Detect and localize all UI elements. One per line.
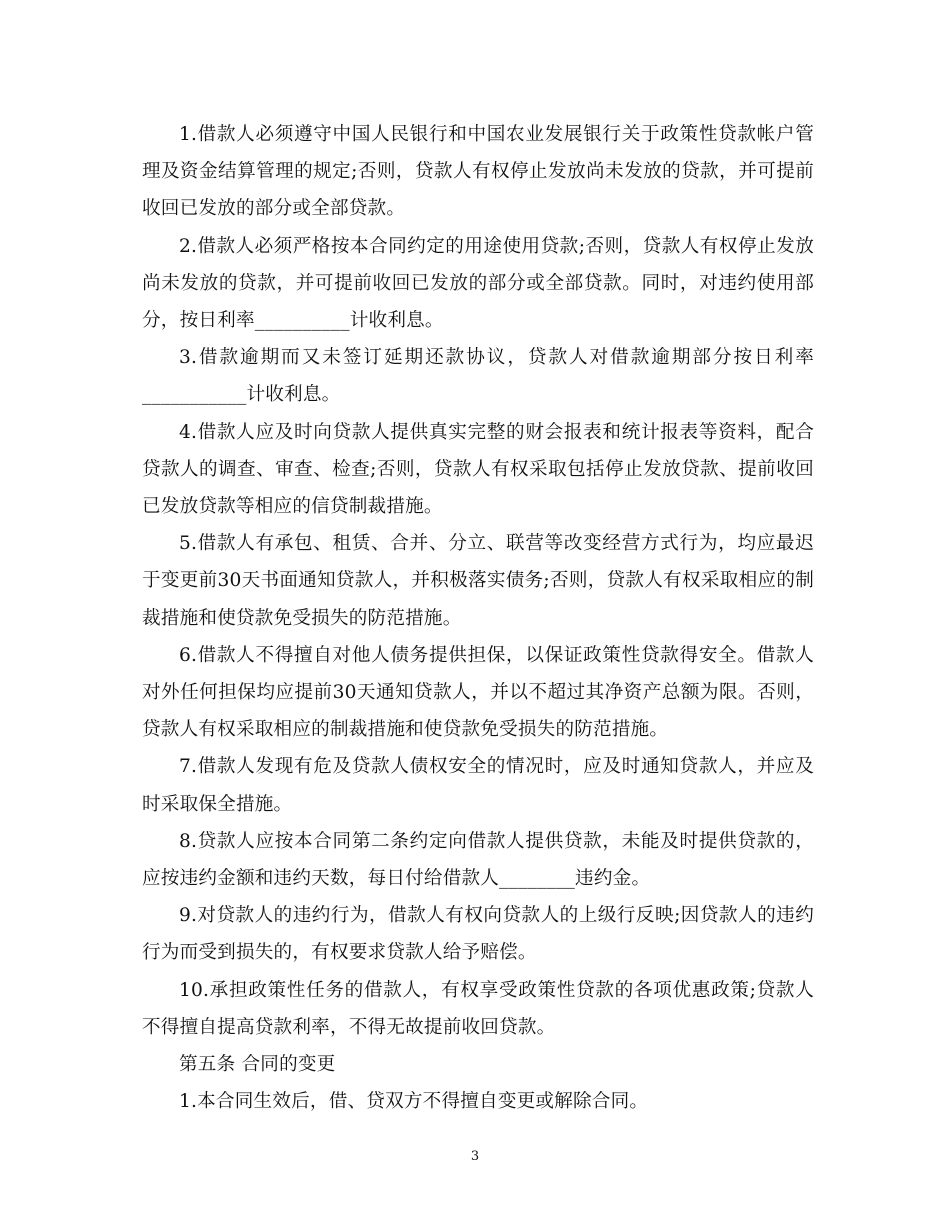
clause-8-paragraph: 8.贷款人应按本合同第二条约定向借款人提供贷款，未能及时提供贷款的，应按违约金额和违约天数，每日付给借款人________违约金。 bbox=[142, 830, 814, 890]
clause-3-paragraph: 3.借款逾期而又未签订延期还款协议，贷款人对借款逾期部分按日利率___________计收利息。 bbox=[142, 347, 814, 406]
clause-7-paragraph: 7.借款人发现有危及贷款人债权安全的情况时，应及时通知贷款人，并应及时采取保全措施。 bbox=[142, 756, 814, 815]
clause-1-paragraph: 1.借款人必须遵守中国人民银行和中国农业发展银行关于政策性贷款帐户管理及资金结算管理的规定;否则，贷款人有权停止发放尚未发放的贷款，并可提前收回已发放的部分或全部贷款。 bbox=[142, 124, 814, 220]
page-number: 3 bbox=[470, 1149, 480, 1164]
clause-4-paragraph: 4.借款人应及时向贷款人提供真实完整的财会报表和统计报表等资料，配合贷款人的调查、审查、检查;否则，贷款人有权采取包括停止发放贷款、提前收回已发放贷款等相应的信贷制裁措施。 bbox=[142, 421, 814, 518]
section-heading-article-5: 第五条 合同的变更 bbox=[179, 1054, 336, 1076]
clause-2-paragraph: 2.借款人必须严格按本合同约定的用途使用贷款;否则，贷款人有权停止发放尚未发放的贷款，并可提前收回已发放的部分或全部贷款。同时，对违约使用部分，按日利率__________计收利息。 bbox=[142, 235, 814, 332]
article-5-clause-1-paragraph: 1.本合同生效后，借、贷双方不得擅自变更或解除合同。 bbox=[179, 1091, 649, 1113]
document-body bbox=[142, 116, 814, 1120]
clause-10-paragraph: 10.承担政策性任务的借款人，有权享受政策性贷款的各项优惠政策;贷款人不得擅自提高贷款利率，不得无故提前收回贷款。 bbox=[142, 979, 814, 1038]
clause-6-paragraph: 6.借款人不得擅自对他人债务提供担保，以保证政策性贷款得安全。借款人对外任何担保均应提前30天通知贷款人，并以不超过其净资产总额为限。否则，贷款人有权采取相应的制裁措施和使贷款免受损失的防范措施。 bbox=[142, 644, 814, 741]
clause-5-paragraph: 5.借款人有承包、租赁、合并、分立、联营等改变经营方式行为，均应最迟于变更前30天书面通知贷款人，并积极落实债务;否则，贷款人有权采取相应的制裁措施和使贷款免受损失的防范措施。 bbox=[142, 533, 814, 629]
clause-9-paragraph: 9.对贷款人的违约行为，借款人有权向贷款人的上级行反映;因贷款人的违约行为而受到损失的，有权要求贷款人给予赔偿。 bbox=[142, 905, 814, 964]
